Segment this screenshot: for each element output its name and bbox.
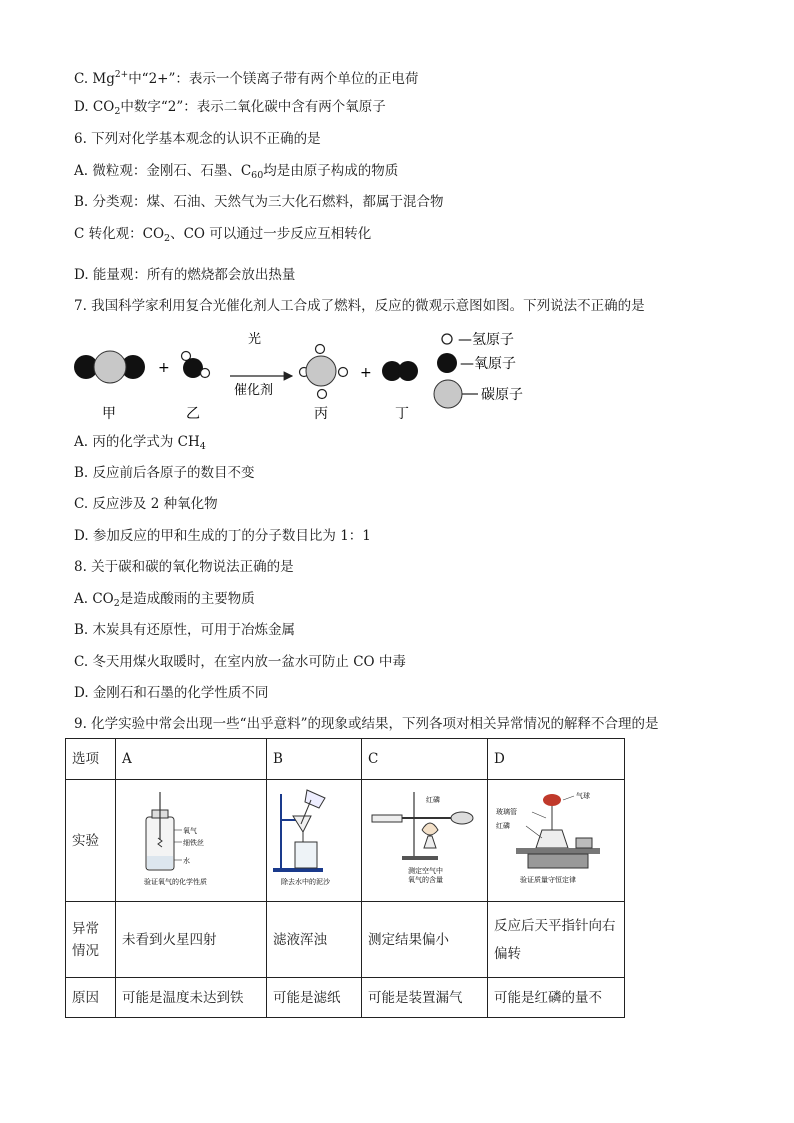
experiment-c-figure (362, 780, 487, 894)
q6-option-d: D. 能量观：所有的燃烧都会放出热量 (74, 267, 296, 283)
q8-option-c: C. 冬天用煤火取暖时，在室内放一盆水可防止 CO 中毒 (74, 654, 406, 670)
experiment-c-cell (362, 780, 488, 902)
q6-option-c: C 转化观：$CO_2$、CO 可以通过一步反应互相转化 (74, 226, 372, 244)
header-d: D (488, 739, 625, 780)
label-water: 水 (183, 857, 190, 865)
molecule-bing (300, 345, 348, 399)
q8-option-b: B. 木炭具有还原性，可用于冶炼金属 (74, 622, 296, 638)
abnormal-a: 未看到火星四射 (116, 902, 267, 978)
reason-a: 可能是温度未达到铁 (116, 978, 267, 1018)
label-oxygen: 氧气 (183, 827, 197, 835)
table-row-experiment (66, 780, 625, 902)
abnormal-b: 滤液浑浊 (267, 902, 362, 978)
molecule-ding (382, 361, 418, 381)
label-red-phosphorus-c: 红磷 (426, 796, 440, 804)
reason-b: 可能是滤纸 (267, 978, 362, 1018)
caption-c-line2: 氧气的含量 (408, 876, 443, 884)
experiment-a-figure (116, 780, 266, 894)
header-b: B (267, 739, 362, 780)
experiment-d-figure (488, 780, 624, 894)
molecule-yi (182, 352, 210, 379)
q6-option-b: B. 分类观：煤、石油、天然气为三大化石燃料，都属于混合物 (74, 194, 444, 210)
reaction-diagram (62, 322, 562, 428)
q6-option-a: A. 微粒观：金刚石、石墨、$C_{60}$均是由原子构成的物质 (74, 163, 399, 181)
row-label-reason: 原因 (66, 978, 116, 1018)
molecule-jia (74, 351, 145, 383)
row-label-abnormal: 异常情况 (66, 902, 116, 978)
q7-stem: 7. 我国科学家利用复合光催化剂人工合成了燃料，反应的微观示意图如图。下列说法不正确的是 (74, 298, 645, 314)
experiment-b-figure (267, 780, 361, 894)
q7-option-c: C. 反应涉及 2 种氧化物 (74, 496, 218, 512)
q7-option-b: B. 反应前后各原子的数目不变 (74, 465, 255, 481)
q6-stem: 6. 下列对化学基本观念的认识不正确的是 (74, 131, 321, 147)
legend-oxygen: —氧原子 (460, 356, 516, 372)
header-c: C (362, 739, 488, 780)
abnormal-c: 测定结果偏小 (362, 902, 488, 978)
legend-hydrogen: —氢原子 (458, 332, 514, 348)
label-jia: 甲 (102, 406, 116, 422)
q5-option-c: C. $Mg^{2+}$中“2+”：表示一个镁离子带有两个单位的正电荷 (74, 70, 419, 87)
caption-a: 验证氧气的化学性质 (144, 878, 207, 886)
caption-b: 除去水中的泥沙 (281, 878, 330, 886)
experiment-d-cell (488, 780, 625, 902)
label-balloon: 气球 (576, 792, 590, 800)
label-iron-wire: 细铁丝 (183, 839, 204, 847)
label-ding: 丁 (395, 406, 409, 422)
label-yi: 乙 (186, 406, 200, 422)
legend (434, 332, 523, 408)
q5-option-d: D. $CO_2$中数字“2”：表示二氧化碳中含有两个氧原子 (74, 99, 386, 117)
table-row-reason (66, 978, 625, 1018)
q7-option-a: A. 丙的化学式为 $CH_4$ (74, 434, 206, 452)
header-a: A (116, 739, 267, 780)
arrow-condition-catalyst: 催化剂 (234, 383, 274, 398)
label-glass-tube: 玻璃管 (496, 808, 517, 816)
header-option: 选项 (66, 739, 116, 780)
caption-d: 验证质量守恒定律 (520, 876, 576, 884)
q8-option-d: D. 金刚石和石墨的化学性质不同 (74, 685, 269, 701)
q9-options-table (65, 738, 625, 1018)
table-row-abnormal (66, 902, 625, 978)
legend-carbon: 碳原子 (481, 387, 523, 403)
q7-option-d: D. 参加反应的甲和生成的丁的分子数目比为 1：1 (74, 528, 371, 544)
abnormal-d: 反应后天平指针向右偏转 (488, 902, 625, 978)
label-red-phosphorus-d: 红磷 (496, 822, 510, 830)
experiment-a-cell (116, 780, 267, 902)
label-bing: 丙 (314, 406, 328, 422)
experiment-b-cell (267, 780, 362, 902)
q9-stem: 9. 化学实验中常会出现一些“出乎意料”的现象或结果，下列各项对相关异常情况的解释不合理的是 (74, 716, 659, 732)
caption-c-line1: 测定空气中 (408, 867, 443, 875)
q8-option-a: A. $CO_2$是造成酸雨的主要物质 (74, 591, 255, 609)
q8-stem: 8. 关于碳和碳的氧化物说法正确的是 (74, 559, 294, 575)
table-row-header (66, 739, 625, 780)
row-label-experiment: 实验 (66, 780, 116, 902)
plus-sign-2: + (360, 365, 372, 381)
plus-sign-1: + (158, 360, 170, 376)
reason-c: 可能是装置漏气 (362, 978, 488, 1018)
reason-d: 可能是红磷的量不 (488, 978, 625, 1018)
arrow-condition-light: 光 (248, 332, 262, 347)
